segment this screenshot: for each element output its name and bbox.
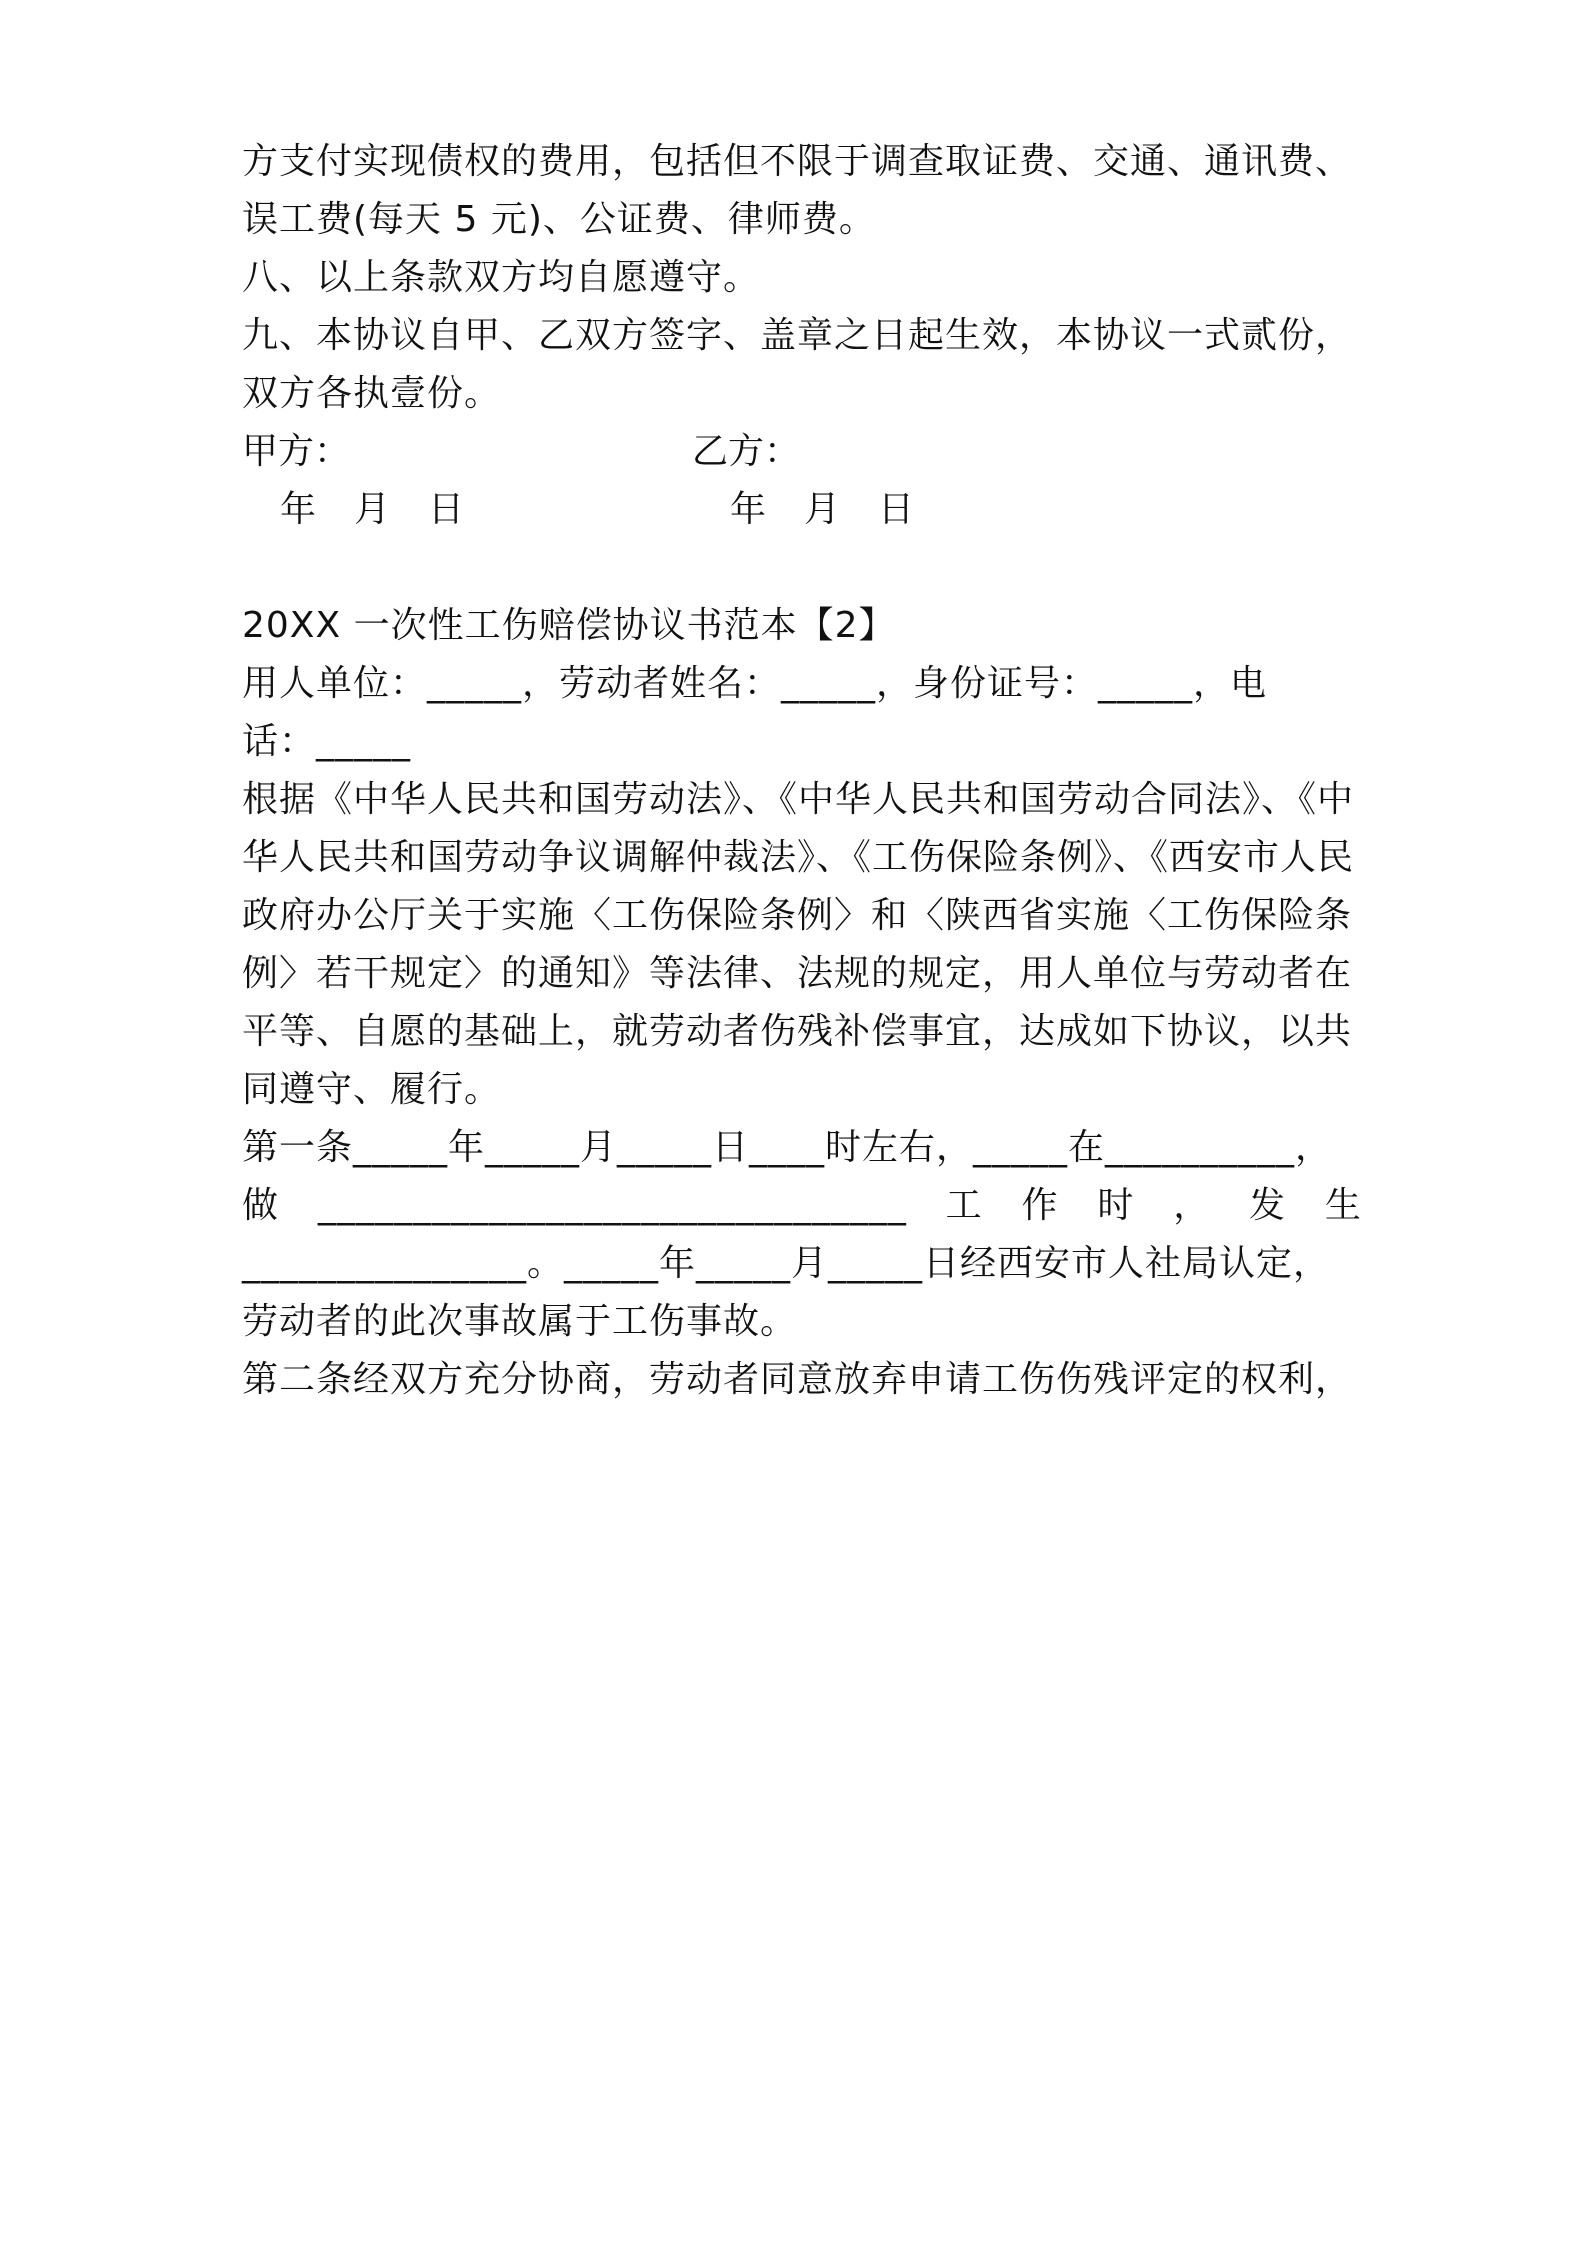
text-segment: 时 bbox=[1097, 1185, 1135, 1226]
date-day: 日 bbox=[428, 489, 465, 530]
party-b-date bbox=[730, 488, 914, 532]
text-segment: ， bbox=[1173, 1185, 1211, 1226]
text-segment: 工 bbox=[945, 1185, 983, 1226]
date-month: 月 bbox=[804, 489, 841, 530]
blank-field: _______________________________ bbox=[317, 1185, 907, 1226]
date-month: 月 bbox=[354, 489, 391, 530]
text-segment: 作 bbox=[1021, 1185, 1059, 1226]
text-line: 话：_____ bbox=[242, 721, 412, 762]
text-line-justified bbox=[242, 1184, 1362, 1228]
text-line: 方支付实现债权的费用，包括但不限于调查取证费、交通、通讯费、 bbox=[242, 141, 1353, 182]
text-line: 根据《中华人民共和国劳动法》、《中华人民共和国劳动合同法》、《中 bbox=[242, 779, 1355, 820]
party-a-label: 甲方： bbox=[242, 431, 351, 472]
text-segment: 做 bbox=[242, 1185, 280, 1226]
article-one: 第一条_____年_____月_____日____时左右，_____在__________， bbox=[242, 1127, 1333, 1168]
party-a-date bbox=[280, 488, 464, 532]
article-two: 第二条经双方充分协商，劳动者同意放弃申请工伤伤残评定的权利， bbox=[242, 1359, 1353, 1400]
text-segment: 生 bbox=[1324, 1185, 1362, 1226]
date-year: 年 bbox=[730, 489, 767, 530]
clause-eight: 八、以上条款双方均自愿遵守。 bbox=[242, 257, 761, 298]
text-line: 政府办公厅关于实施〈工伤保险条例〉和〈陕西省实施〈工伤保险条 bbox=[242, 895, 1353, 936]
party-b-label: 乙方： bbox=[692, 431, 801, 472]
text-line: 用人单位：_____，劳动者姓名：_____，身份证号：_____，电 bbox=[242, 663, 1268, 704]
text-line: _______________。_____年_____月_____日经西安市人社局认定， bbox=[242, 1243, 1331, 1284]
clause-nine: 九、本协议自甲、乙双方签字、盖章之日起生效，本协议一式贰份， bbox=[242, 315, 1353, 356]
text-line: 双方各执壹份。 bbox=[242, 373, 502, 414]
text-line: 误工费(每天 5 元)、公证费、律师费。 bbox=[242, 199, 876, 240]
text-line: 例〉若干规定〉的通知》等法律、法规的规定，用人单位与劳动者在 bbox=[242, 953, 1353, 994]
date-day: 日 bbox=[878, 489, 915, 530]
section-title: 20XX 一次性工伤赔偿协议书范本【2】 bbox=[242, 605, 896, 646]
date-year: 年 bbox=[280, 489, 317, 530]
text-segment: 发 bbox=[1249, 1185, 1287, 1226]
text-line: 劳动者的此次事故属于工伤事故。 bbox=[242, 1301, 798, 1342]
text-line: 华人民共和国劳动争议调解仲裁法》、《工伤保险条例》、《西安市人民 bbox=[242, 837, 1355, 878]
text-line: 平等、自愿的基础上，就劳动者伤残补偿事宜，达成如下协议，以共 bbox=[242, 1011, 1353, 1052]
text-line: 同遵守、履行。 bbox=[242, 1069, 502, 1110]
